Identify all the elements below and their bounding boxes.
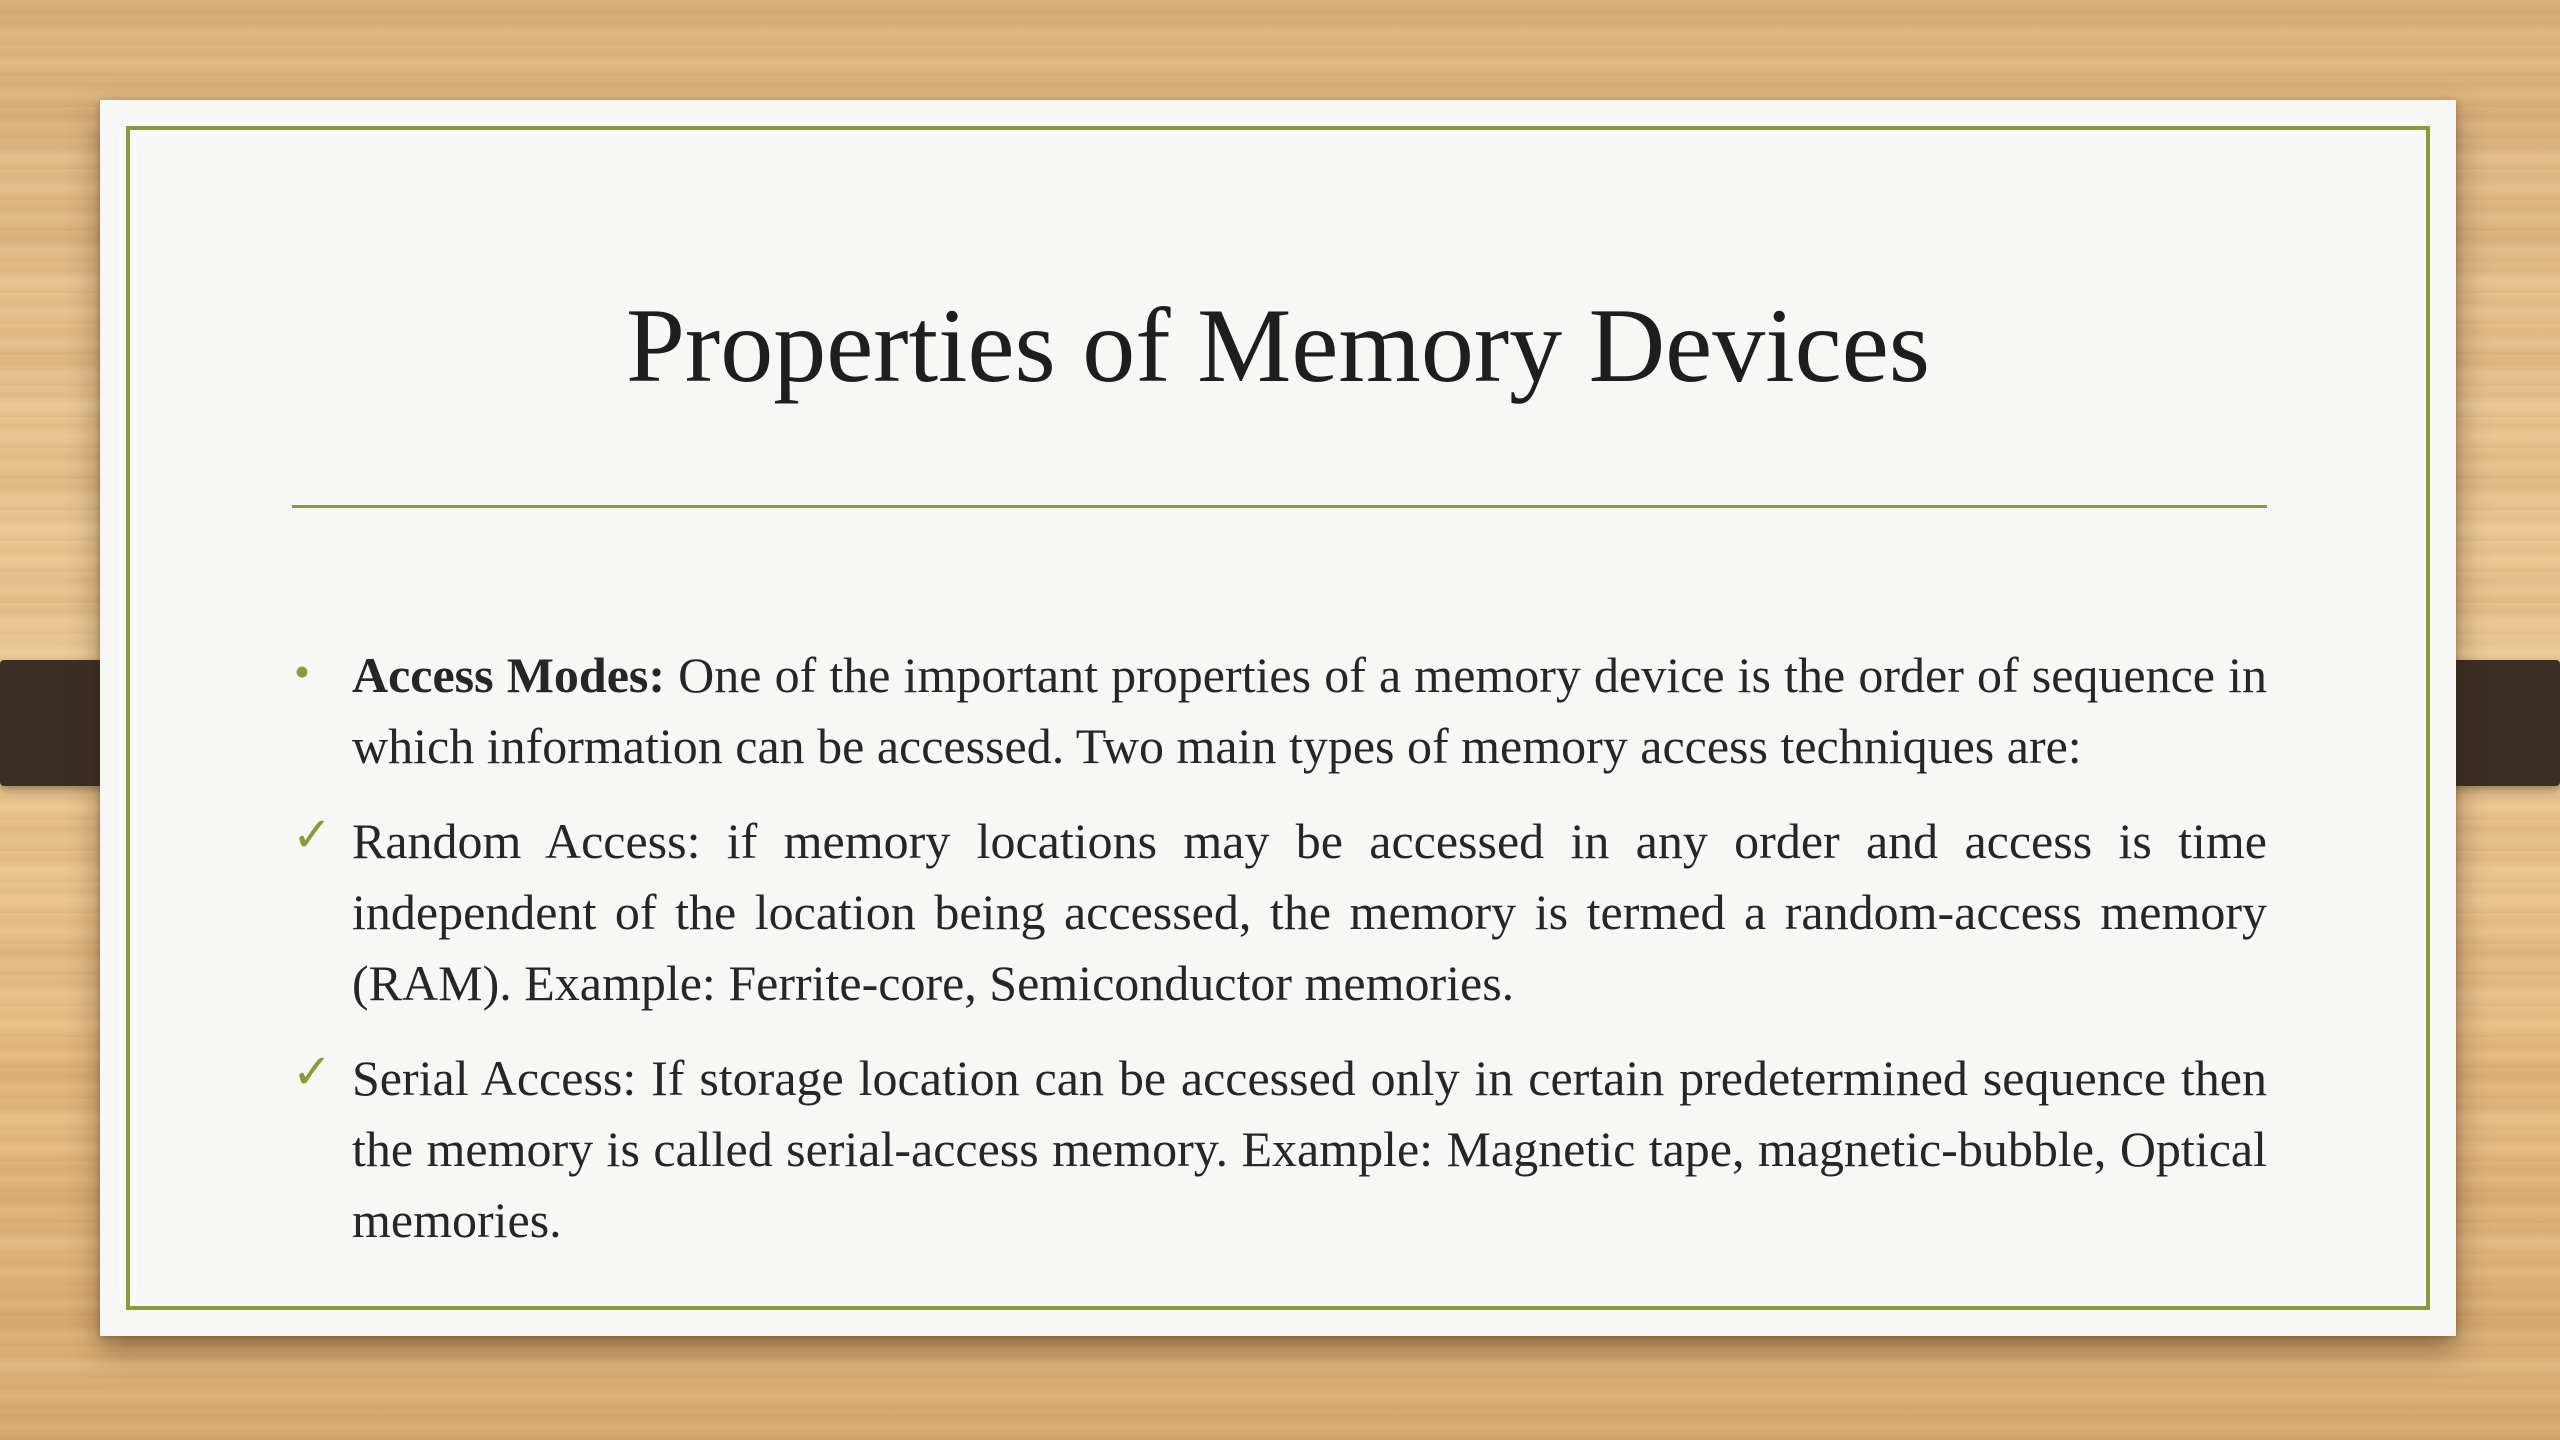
bullet-serial-access bbox=[292, 1043, 2267, 1256]
bullet-random-access bbox=[292, 806, 2267, 1019]
title-divider bbox=[292, 505, 2267, 508]
bullet-text: Random Access: if memory locations may be accessed in any order and access is time independent of the location being accessed, the memory is termed a random-access memory (RAM). Example: Ferrite-core, Semiconductor memories. bbox=[352, 813, 2267, 1011]
slide-body bbox=[292, 640, 2267, 1280]
bullet-text: Serial Access: If storage location can be accessed only in certain predetermined sequence then the memory is called serial-access memory. Example: Magnetic tape, magnetic-bubble, Optical memories. bbox=[352, 1050, 2267, 1248]
slide-title: Properties of Memory Devices bbox=[625, 287, 1931, 404]
bullet-access-modes bbox=[292, 640, 2267, 782]
bullet-lead: Access Modes: bbox=[352, 647, 666, 703]
checkmark-icon: ✓ bbox=[292, 807, 333, 863]
bullet-text: One of the important properties of a memory device is the order of sequence in which information can be accessed. Two main types of memory access techniques are: bbox=[352, 647, 2267, 774]
slide bbox=[100, 100, 2456, 1336]
bullet-icon: • bbox=[294, 646, 311, 697]
checkmark-icon: ✓ bbox=[292, 1044, 333, 1100]
